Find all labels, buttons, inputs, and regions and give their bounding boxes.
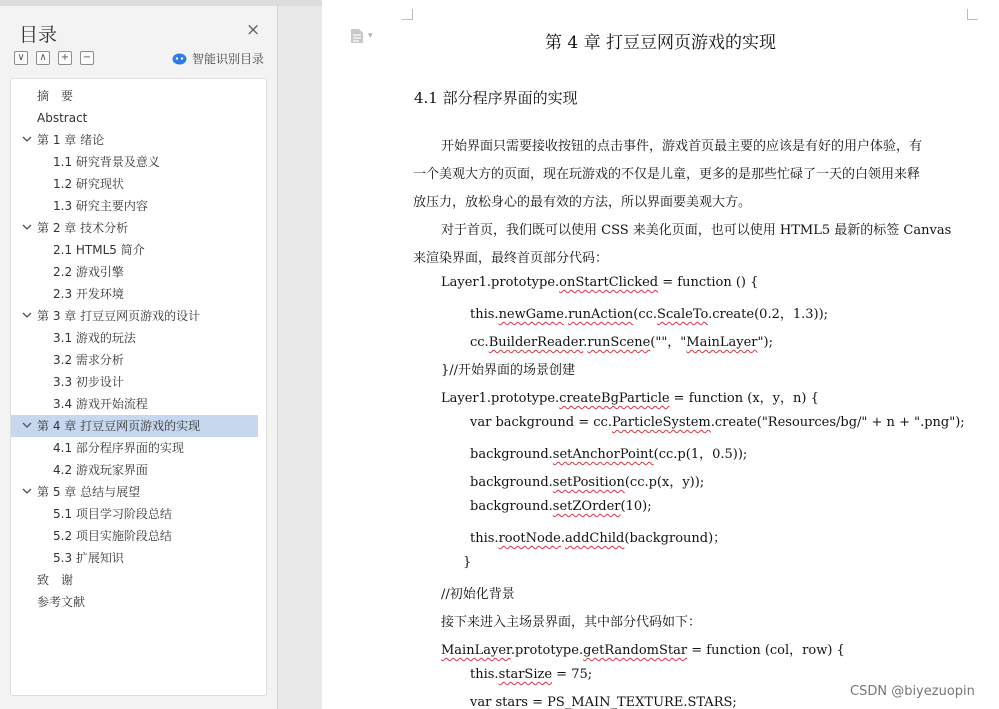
margin-corner-tl <box>402 9 413 20</box>
toc-item[interactable] <box>11 547 266 569</box>
document-line: background.setAnchorPoint(cc.p(1，0.5)); <box>470 447 748 462</box>
toc-item-label: 参考文献 <box>37 595 86 609</box>
chevron-down-icon[interactable] <box>21 481 33 503</box>
document-line: this.newGame.runAction(cc.ScaleTo.create(0.2，1.3)); <box>470 307 829 322</box>
chevron-down-icon: ▾ <box>368 31 373 41</box>
toc-item[interactable] <box>11 371 266 393</box>
expand-all-button[interactable]: ∨ <box>14 51 28 65</box>
toc-item[interactable] <box>11 459 266 481</box>
toc-item[interactable] <box>11 195 266 217</box>
toc-item[interactable] <box>11 503 266 525</box>
document-line: background.setZOrder(10); <box>470 499 652 514</box>
toc-item[interactable] <box>11 305 266 327</box>
toc-item-label: 摘 要 <box>37 89 74 103</box>
document-line: //初始化背景 <box>441 587 515 602</box>
toc-item-label: 2.1 HTML5 简介 <box>53 243 145 257</box>
document-line: 放压力，放松身心的最有效的方法，所以界面要美观大方。 <box>413 195 752 210</box>
toc-item-label: 3.1 游戏的玩法 <box>53 331 136 345</box>
toc-item[interactable] <box>11 129 266 151</box>
document-line: } <box>463 555 472 570</box>
document-line: var background = cc.ParticleSystem.create("Resources/bg/" + n + ".png"); <box>470 415 965 430</box>
toc-item[interactable] <box>11 349 266 371</box>
toc-item-label: 3.3 初步设计 <box>53 375 124 389</box>
chevron-down-icon[interactable] <box>21 415 33 437</box>
chevron-down-icon[interactable] <box>21 129 33 151</box>
toc-item-label: 5.1 项目学习阶段总结 <box>53 507 172 521</box>
toc-item-label: 1.2 研究现状 <box>53 177 124 191</box>
watermark: CSDN @biyezuopin <box>850 684 975 699</box>
toc-item[interactable] <box>11 283 266 305</box>
remove-heading-button[interactable]: − <box>80 51 94 65</box>
toc-item-label: 第 3 章 打豆豆网页游戏的设计 <box>37 309 201 323</box>
toc-list <box>11 85 266 613</box>
toc-item-label: 4.1 部分程序界面的实现 <box>53 441 184 455</box>
toc-item[interactable] <box>11 327 266 349</box>
document-line: this.rootNode.addChild(background)； <box>470 531 727 546</box>
sidebar-title: 目录 <box>19 24 58 46</box>
toc-item[interactable] <box>11 85 266 107</box>
chevron-down-icon[interactable] <box>21 305 33 327</box>
toc-sidebar <box>0 6 278 709</box>
toc-item[interactable] <box>11 107 266 129</box>
toc-item-label: 致 谢 <box>37 573 74 587</box>
document-line: 接下来进入主场景界面，其中部分代码如下： <box>441 615 702 630</box>
toc-item[interactable] <box>11 415 258 437</box>
toc-item[interactable] <box>11 261 266 283</box>
smart-toc-button[interactable] <box>172 50 264 67</box>
document-line: cc.BuilderReader.runScene(""，"MainLayer"); <box>470 335 773 350</box>
toc-item[interactable] <box>11 569 266 591</box>
toc-item-label: 5.2 项目实施阶段总结 <box>53 529 172 543</box>
toc-panel <box>10 78 267 696</box>
document-line: Layer1.prototype.onStartClicked = function () { <box>441 275 759 290</box>
document-line: 一个美观大方的页面，现在玩游戏的不仅是儿童，更多的是那些忙碌了一天的白领用来释 <box>413 167 921 182</box>
smart-toc-label: 智能识别目录 <box>192 52 265 66</box>
toc-item[interactable] <box>11 481 266 503</box>
document-line: var stars = PS_MAIN_TEXTURE.STARS; <box>470 695 737 709</box>
toc-item[interactable] <box>11 437 266 459</box>
toc-item-label: 1.1 研究背景及意义 <box>53 155 160 169</box>
add-heading-button[interactable]: + <box>58 51 72 65</box>
toc-item-label: 3.2 需求分析 <box>53 353 124 367</box>
toc-item-label: 2.3 开发环境 <box>53 287 124 301</box>
toc-item-label: 3.4 游戏开始流程 <box>53 397 148 411</box>
toc-item[interactable] <box>11 217 266 239</box>
document-line: MainLayer.prototype.getRandomStar = function (col，row) { <box>441 643 845 658</box>
toc-item[interactable] <box>11 393 266 415</box>
toc-item[interactable] <box>11 239 266 261</box>
toc-item[interactable] <box>11 591 266 613</box>
chevron-down-icon[interactable] <box>21 217 33 239</box>
toc-item[interactable] <box>11 173 266 195</box>
ai-cloud-icon <box>172 52 187 65</box>
margin-corner-tr <box>967 9 978 20</box>
section-title: 4.1 部分程序界面的实现 <box>414 89 578 107</box>
document-line: 来渲染界面，最终首页部分代码： <box>413 251 609 266</box>
document-line: Layer1.prototype.createBgParticle = function (x，y，n) { <box>441 391 819 406</box>
toc-item-label: 2.2 游戏引擎 <box>53 265 124 279</box>
document-line: }//开始界面的场景创建 <box>441 363 576 378</box>
toc-item-label: Abstract <box>37 111 88 125</box>
document-line: 开始界面只需要接收按钮的点击事件，游戏首页最主要的应该是有好的用户体验，有 <box>441 139 923 154</box>
toc-item-label: 第 2 章 技术分析 <box>37 221 129 235</box>
document-page[interactable] <box>322 0 999 709</box>
toc-item-label: 第 5 章 总结与展望 <box>37 485 141 499</box>
document-line: 对于首页，我们既可以使用 CSS 来美化页面，也可以使用 HTML5 最新的标签 Canvas <box>441 223 952 238</box>
toc-item-label: 4.2 游戏玩家界面 <box>53 463 148 477</box>
toc-item[interactable] <box>11 151 266 173</box>
toc-item-label: 5.3 扩展知识 <box>53 551 124 565</box>
toc-item-label: 第 1 章 绪论 <box>37 133 105 147</box>
toc-toolbar <box>14 51 94 67</box>
collapse-all-button[interactable]: ∧ <box>36 51 50 65</box>
toc-item-label: 1.3 研究主要内容 <box>53 199 148 213</box>
chapter-title: 第 4 章 打豆豆网页游戏的实现 <box>544 33 777 53</box>
document-line: this.starSize = 75; <box>470 667 593 682</box>
document-line: background.setPosition(cc.p(x，y)); <box>470 475 705 490</box>
close-icon[interactable]: × <box>246 20 261 40</box>
toc-item-label: 第 4 章 打豆豆网页游戏的实现 <box>37 419 201 433</box>
toc-item[interactable] <box>11 525 266 547</box>
